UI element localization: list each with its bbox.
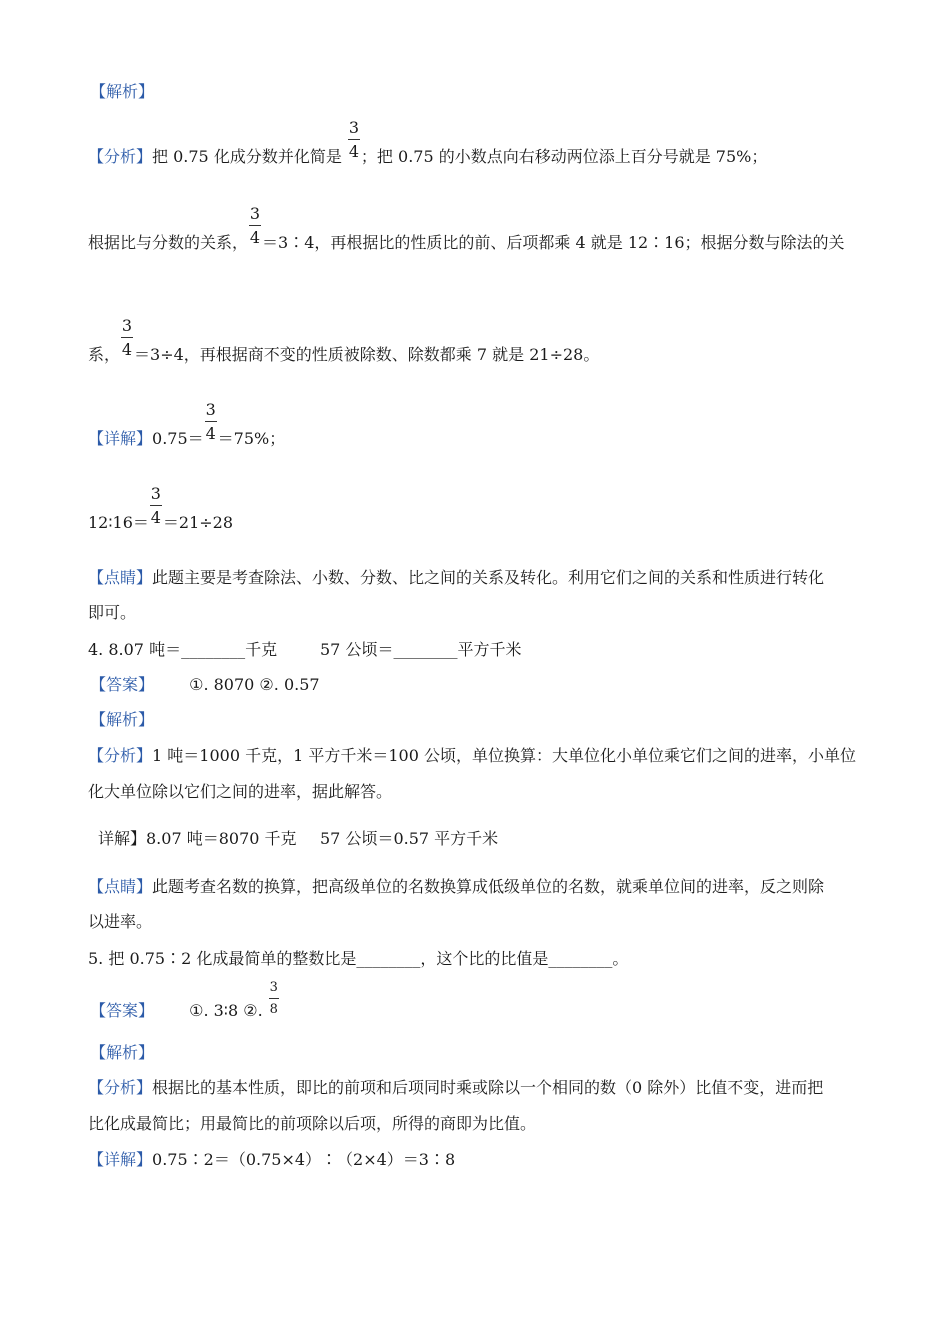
question-4-text: 4. 8.07 吨＝________千克 [88,640,278,659]
jiexi-label: 【解析】 [90,710,155,729]
detail-text: ＝21÷28 [162,513,234,532]
fraction-numerator: 3 [348,118,360,137]
fraction-numerator: 3 [249,204,261,223]
fraction [268,980,280,1017]
question-5-text: 5. 把 0.75∶2 化成最简单的整数比是________，这个比的比值是________。 [88,949,629,968]
analysis-label: 【分析】 [88,1078,153,1097]
analysis-label: 【分析】 [88,147,153,166]
detail-text: ＝75%； [217,429,286,448]
analysis-text: ＝3∶4，再根据比的性质比的前、后项都乘 4 就是 12∶16；根据分数与除法的关 [262,233,845,252]
jiexi-label: 【解析】 [90,1043,155,1062]
analysis-paragraph [88,118,768,167]
analysis-paragraph [88,1078,823,1098]
detail-text: 详解】8.07 吨＝8070 千克 [98,829,297,848]
analysis-text: ；把 0.75 的小数点向右移动两位添上百分号就是 75%； [360,147,768,166]
analysis-text: ＝3÷4，再根据商不变的性质被除数、除数都乘 7 就是 21÷28。 [134,345,600,364]
fraction [347,118,361,162]
dianjing-text: 此题主要是考查除法、小数、分数、比之间的关系及转化。利用它们之间的关系和性质进行转化 [152,568,825,587]
dianjing-text: 此题考查名数的换算，把高级单位的名数换算成低级单位的名数，就乘单位间的进率，反之则除 [152,877,825,896]
fraction [204,400,218,444]
fraction-bar [348,139,360,140]
answer-text: ①. 8070 ②. 0.57 [189,675,320,694]
detail-text: 12∶16＝ [88,513,149,532]
fraction-numerator: 3 [269,980,278,995]
fraction-denominator: 8 [269,1002,278,1017]
fraction [120,316,134,360]
analysis-text-line2: 比化成最简比；用最简比的前项除以后项，所得的商即为比值。 [88,1114,537,1133]
dianjing-text-line2: 即可。 [88,603,137,622]
detail-text-part2: 57 公顷＝0.57 平方千米 [320,829,499,848]
detail-paragraph [88,484,234,533]
analysis-text: 根据比的基本性质，即比的前项和后项同时乘或除以一个相同的数（0 除外）比值不变，进而把 [152,1078,824,1097]
dianjing-label: 【点睛】 [88,568,153,587]
fraction-denominator: 4 [348,142,360,161]
dianjing-paragraph [88,877,824,897]
answer-line [90,980,280,1021]
answer-text: ①. 3∶8 ②. [189,1001,263,1020]
dianjing-label: 【点睛】 [88,877,153,896]
fraction [149,484,163,528]
fraction-numerator: 3 [121,316,133,335]
dianjing-text-line2: 以进率。 [88,912,153,931]
fraction-denominator: 4 [121,340,133,359]
analysis-text: 系， [88,345,121,364]
analysis-text-line2: 化大单位除以它们之间的进率，据此解答。 [88,782,393,801]
analysis-label: 【分析】 [88,746,153,765]
detail-label: 【详解】 [88,429,153,448]
fraction-denominator: 4 [205,424,216,443]
analysis-text: 把 0.75 化成分数并化简是 [152,147,342,166]
answer-line [90,675,320,695]
fraction-bar [269,998,279,999]
detail-text: 0.75∶2＝（0.75×4）∶（2×4）＝3∶8 [152,1150,456,1169]
fraction-bar [205,421,217,422]
analysis-paragraph [88,204,845,253]
analysis-text: 1 吨＝1000 千克，1 平方千米＝100 公顷，单位换算：大单位化小单位乘它们之间的进率，小单位 [152,746,856,765]
fraction-denominator: 4 [150,508,161,527]
detail-text: 0.75＝ [152,429,204,448]
analysis-paragraph [88,316,600,365]
fraction-numerator: 3 [205,400,216,419]
fraction-denominator: 4 [249,228,261,247]
detail-paragraph [88,1150,455,1170]
detail-label: 【详解】 [88,1150,153,1169]
jiexi-label: 【解析】 [90,82,155,101]
fraction-numerator: 3 [150,484,161,503]
detail-paragraph [88,400,286,449]
fraction [248,204,262,248]
fraction-bar [150,505,162,506]
answer-label: 【答案】 [90,1001,155,1020]
fraction-bar [121,337,133,338]
fraction-bar [249,225,261,226]
analysis-text: 根据比与分数的关系， [88,233,249,252]
dianjing-paragraph [88,568,824,588]
question-4-text-part2: 57 公顷＝________平方千米 [320,640,522,659]
answer-label: 【答案】 [90,675,155,694]
analysis-paragraph [88,746,856,766]
